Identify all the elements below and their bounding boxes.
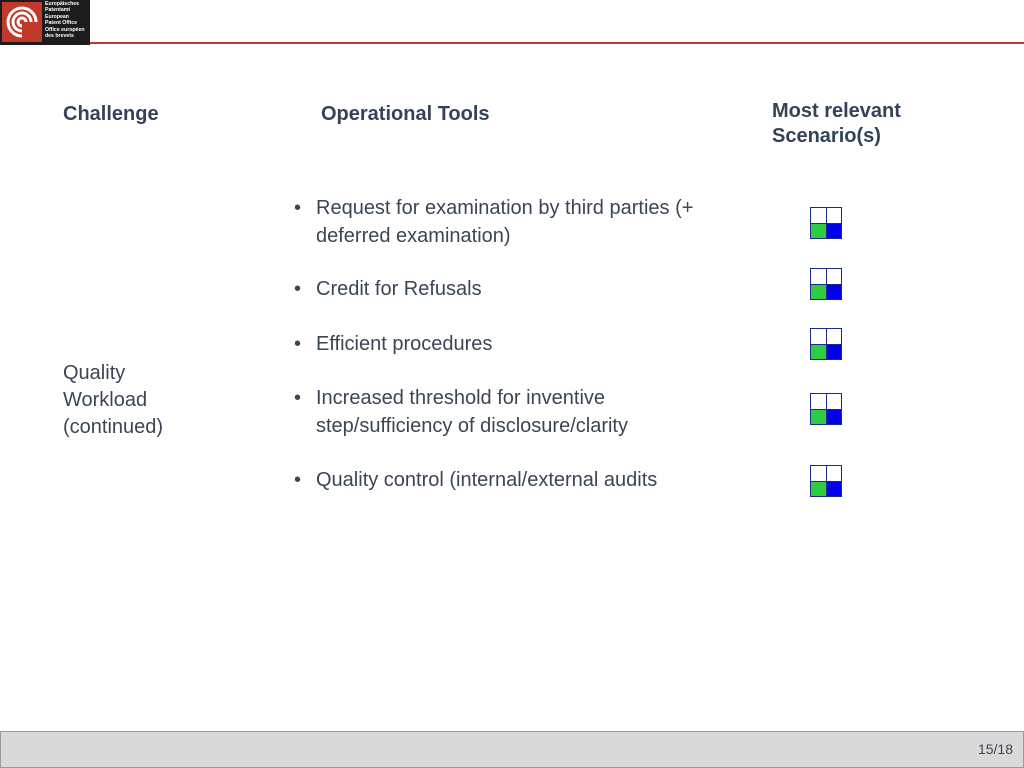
page-number: 15/18 [977,741,1013,757]
bullet-icon: • [294,387,302,409]
scenario-cell-blue [827,224,842,239]
scenario-cell-empty [811,208,826,223]
scenario-cell-blue [827,482,842,497]
scenario-grid-icon [810,393,842,425]
scenario-cell-blue [827,285,842,300]
bullet-icon: • [294,469,302,491]
scenario-cell-empty [811,466,826,481]
scenario-grid-icon [810,465,842,497]
bullet-icon: • [294,278,302,300]
challenge-text: Quality Workload (continued) [63,362,164,438]
scenario-cell-empty [827,208,842,223]
list-item [294,330,694,358]
scenario-cell-empty [811,394,826,409]
scenario-grid-icon [810,328,842,360]
scenario-cell-empty [811,269,826,284]
tool-label: Quality control (internal/external audits [316,469,658,491]
header-divider [90,42,1024,44]
scenario-cell-empty [827,329,842,344]
challenge-heading: Challenge [63,103,159,125]
scenario-cell-blue [827,410,842,425]
scenario-heading: Most relevant Scenario(s) [772,100,901,147]
bullet-icon: • [294,197,302,219]
operational-tools-heading: Operational Tools [321,103,490,125]
tool-label: Increased threshold for inventive step/sufficiency of disclosure/clarity [316,387,628,437]
logo-wordmark [45,2,89,40]
logo-line: Europäisches [45,1,80,7]
footer-bar [0,731,1024,768]
scenario-cell-green [811,224,826,239]
scenario-cell-empty [811,329,826,344]
logo-line: Patentamt [45,6,71,13]
scenario-grid-icon [810,268,842,300]
tool-label: Request for examination by third parties (+ deferred examination) [316,197,694,247]
logo-line: des brevets [45,32,74,39]
logo-line: Office européen [45,27,85,34]
list-item [294,466,694,494]
tool-label: Efficient procedures [316,333,493,355]
tool-label: Credit for Refusals [316,278,482,300]
scenario-cell-blue [827,345,842,360]
scenario-cell-empty [827,394,842,409]
scenario-cell-green [811,345,826,360]
scenario-cell-green [811,285,826,300]
scenario-cell-green [811,482,826,497]
list-item [294,275,694,303]
list-item [294,384,694,440]
bullet-icon: • [294,333,302,355]
epo-spiral-icon [2,2,42,42]
logo-line: Patent Office [45,19,77,26]
scenario-cell-empty [827,269,842,284]
list-item [294,194,694,250]
epo-logo [0,0,90,45]
scenario-cell-empty [827,466,842,481]
logo-line: European [45,14,69,21]
scenario-cell-green [811,410,826,425]
scenario-grid-icon [810,207,842,239]
